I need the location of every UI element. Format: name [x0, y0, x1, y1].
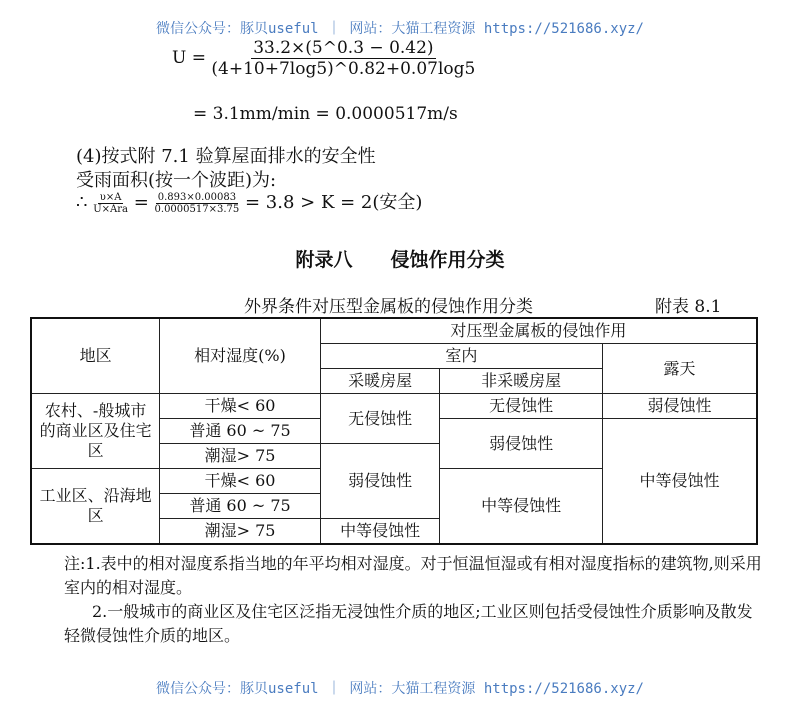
effect-cell: 中等侵蚀性 [602, 419, 757, 545]
header-outdoor: 露天 [602, 344, 757, 394]
humidity-cell: 潮湿> 75 [160, 444, 321, 469]
humidity-cell: 干燥< 60 [160, 469, 321, 494]
header-indoor: 室内 [320, 344, 602, 369]
effect-cell: 中等侵蚀性 [440, 469, 603, 545]
step-4-heading: (4)按式附 7.1 验算屋面排水的安全性 [76, 146, 376, 167]
appendix-title: 附录八 侵蚀作用分类 [295, 249, 505, 271]
table-number: 附表 8.1 [655, 297, 722, 317]
table-caption: 外界条件对压型金属板的侵蚀作用分类 [244, 297, 533, 317]
corrosion-table [30, 317, 758, 545]
formula-u [172, 38, 475, 79]
check-result: = 3.8 > K = 2(安全) [245, 192, 423, 213]
therefore-symbol: ∴ [76, 192, 88, 213]
equals: = [133, 192, 149, 213]
header-heated: 采暖房屋 [320, 369, 440, 394]
watermark-top: 微信公众号：豚贝useful ｜ 网站：大猫工程资源 https://521686.xyz/ [155, 21, 644, 37]
fraction1-numerator: υ×A [99, 191, 122, 203]
region-cell: 工业区、沿海地区 [31, 469, 160, 545]
effect-cell: 无侵蚀性 [440, 394, 603, 419]
fraction2-numerator: 0.893×0.00083 [157, 191, 237, 203]
effect-cell: 无侵蚀性 [320, 394, 440, 444]
safety-check [76, 188, 422, 215]
formula-denominator: (4+10+7log5)^0.82+0.07log5 [211, 59, 476, 79]
header-humidity: 相对湿度(%) [160, 318, 321, 394]
header-effect: 对压型金属板的侵蚀作用 [320, 318, 757, 344]
effect-cell: 弱侵蚀性 [602, 394, 757, 419]
formula-lhs: U = [172, 48, 206, 68]
rain-area-line: 受雨面积(按一个波距)为: [76, 170, 277, 191]
header-unheated: 非采暖房屋 [440, 369, 603, 394]
note-1: 注:1.表中的相对湿度系指当地的年平均相对湿度。对于恒温恒湿或有相对湿度指标的建筑物,则采用室内的相对湿度。 [64, 554, 762, 597]
effect-cell: 弱侵蚀性 [320, 444, 440, 519]
fraction1-denominator: U×Ara [93, 203, 128, 215]
humidity-cell: 潮湿> 75 [160, 519, 321, 545]
humidity-cell: 普通 60 ~ 75 [160, 419, 321, 444]
formula-result: = 3.1mm/min = 0.0000517m/s [193, 104, 458, 124]
effect-cell: 弱侵蚀性 [440, 419, 603, 469]
fraction2-denominator: 0.0000517×3.75 [154, 203, 240, 215]
humidity-cell: 普通 60 ~ 75 [160, 494, 321, 519]
region-cell: 农村、-般城市的商业区及住宅区 [31, 394, 160, 469]
header-region: 地区 [31, 318, 160, 394]
note-2: 2.一般城市的商业区及住宅区泛指无浸蚀性介质的地区;工业区则包括受侵蚀性介质影响及散发轻微侵蚀性介质的地区。 [64, 602, 753, 645]
watermark-bottom: 微信公众号：豚贝useful ｜ 网站：大猫工程资源 https://521686.xyz/ [155, 681, 644, 697]
formula-numerator: 33.2×(5^0.3 − 0.42) [253, 38, 434, 58]
humidity-cell: 干燥< 60 [160, 394, 321, 419]
effect-cell: 中等侵蚀性 [320, 519, 440, 545]
